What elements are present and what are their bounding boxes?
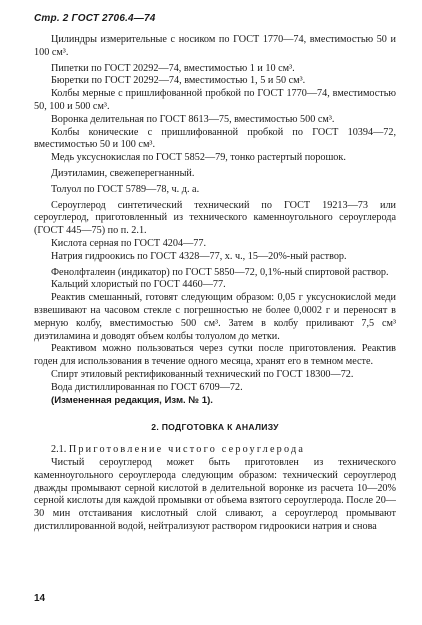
document-body <box>34 34 396 534</box>
paragraph-pipettes: Пипетки по ГОСТ 20292—74, вместимостью 1 и 10 см³. <box>51 62 295 74</box>
paragraph-ethyl-alcohol: Спирт этиловый ректификованный технический по ГОСТ 18300—72. <box>51 368 354 380</box>
subsection-title: Приготовление чистого сероуглерода <box>68 444 306 456</box>
paragraph-carbon-disulfide: Сероуглерод синтетический технический по ГОСТ 19213—73 или сероуглерод, приготовленный из технического каменноугольного сероуглерода (ГОСТ 445—75) по п. 2.1. <box>34 199 396 237</box>
paragraph-mixed-reagent: Реактив смешанный, готовят следующим образом: 0,05 г уксуснокислой меди взвешивают на часовом стекле с погрешностью не более 0,0002 г и переносят в мерную колбу, вместимостью 500 см³. Затем в колбу приливают 7,5 см³ диэтиламина и доводят объем колбы толуолом до метки. <box>34 292 396 342</box>
paragraph-copper-acetate: Медь уксуснокислая по ГОСТ 5852—79, тонко растертый порошок. <box>51 152 346 164</box>
paragraph-burettes: Бюретки по ГОСТ 20292—74, вместимостью 1, 5 и 50 см³. <box>51 75 306 87</box>
page-header: Стр. 2 ГОСТ 2706.4—74 <box>34 13 156 24</box>
page-number: 14 <box>34 593 46 604</box>
paragraph-conical-flasks: Колбы конические с пришлифованной пробкой по ГОСТ 10394—72, вместимостью 50 и 100 см³. <box>34 126 396 151</box>
paragraph-sulfuric-acid: Кислота серная по ГОСТ 4204—77. <box>51 237 206 249</box>
paragraph-calcium-chloride: Кальций хлористый по ГОСТ 4460—77. <box>51 279 226 291</box>
paragraph-reagent-usage: Реактивом можно пользоваться через сутки после приготовления. Реактив годен для использования в течение одного месяца, хранят его в темном месте. <box>34 343 396 368</box>
paragraph-sodium-hydroxide: Натрия гидроокись по ГОСТ 4328—77, х. ч., 15—20%-ный раствор. <box>51 250 347 262</box>
paragraph-section-text: Чистый сероуглерод может быть приготовлен из технического каменноугольного сероуглерода следующим образом: технический сероуглерод дважды промывают серной кислотой в делительной воронке из расчета 10—20% серной кислоты для каждой промывки от объема взятого сероуглерода. После 20—30 мин отстаивания кислотный слой сливают, а сероуглерод промывают дистиллированной водой, нейтрализуют раствором гидроокиси натрия и снова <box>34 456 396 532</box>
paragraph-volumetric-flasks: Колбы мерные с пришлифованной пробкой по ГОСТ 1770—74, вместимостью 50, 100 и 500 см³. <box>34 88 396 112</box>
amendment-note: (Измененная редакция, Изм. № 1). <box>51 394 213 406</box>
paragraph-cylinders: Цилиндры измерительные с носиком по ГОСТ 1770—74, вместимостью 50 и 100 см³. <box>34 34 396 58</box>
section-heading: 2. ПОДГОТОВКА К АНАЛИЗУ <box>151 422 279 433</box>
paragraph-diethylamine: Диэтиламин, свежеперегнанный. <box>51 167 195 179</box>
subsection-heading <box>34 444 396 457</box>
paragraph-toluene: Толуол по ГОСТ 5789—78, ч. д. а. <box>51 183 200 195</box>
paragraph-distilled-water: Вода дистиллированная по ГОСТ 6709—72. <box>51 381 243 393</box>
paragraph-separating-funnel: Воронка делительная по ГОСТ 8613—75, вместимостью 500 см³. <box>51 113 335 125</box>
paragraph-phenolphthalein: Фенолфталеин (индикатор) по ГОСТ 5850—72, 0,1%-ный спиртовой раствор. <box>51 266 389 278</box>
subsection-number: 2.1. <box>51 444 67 456</box>
